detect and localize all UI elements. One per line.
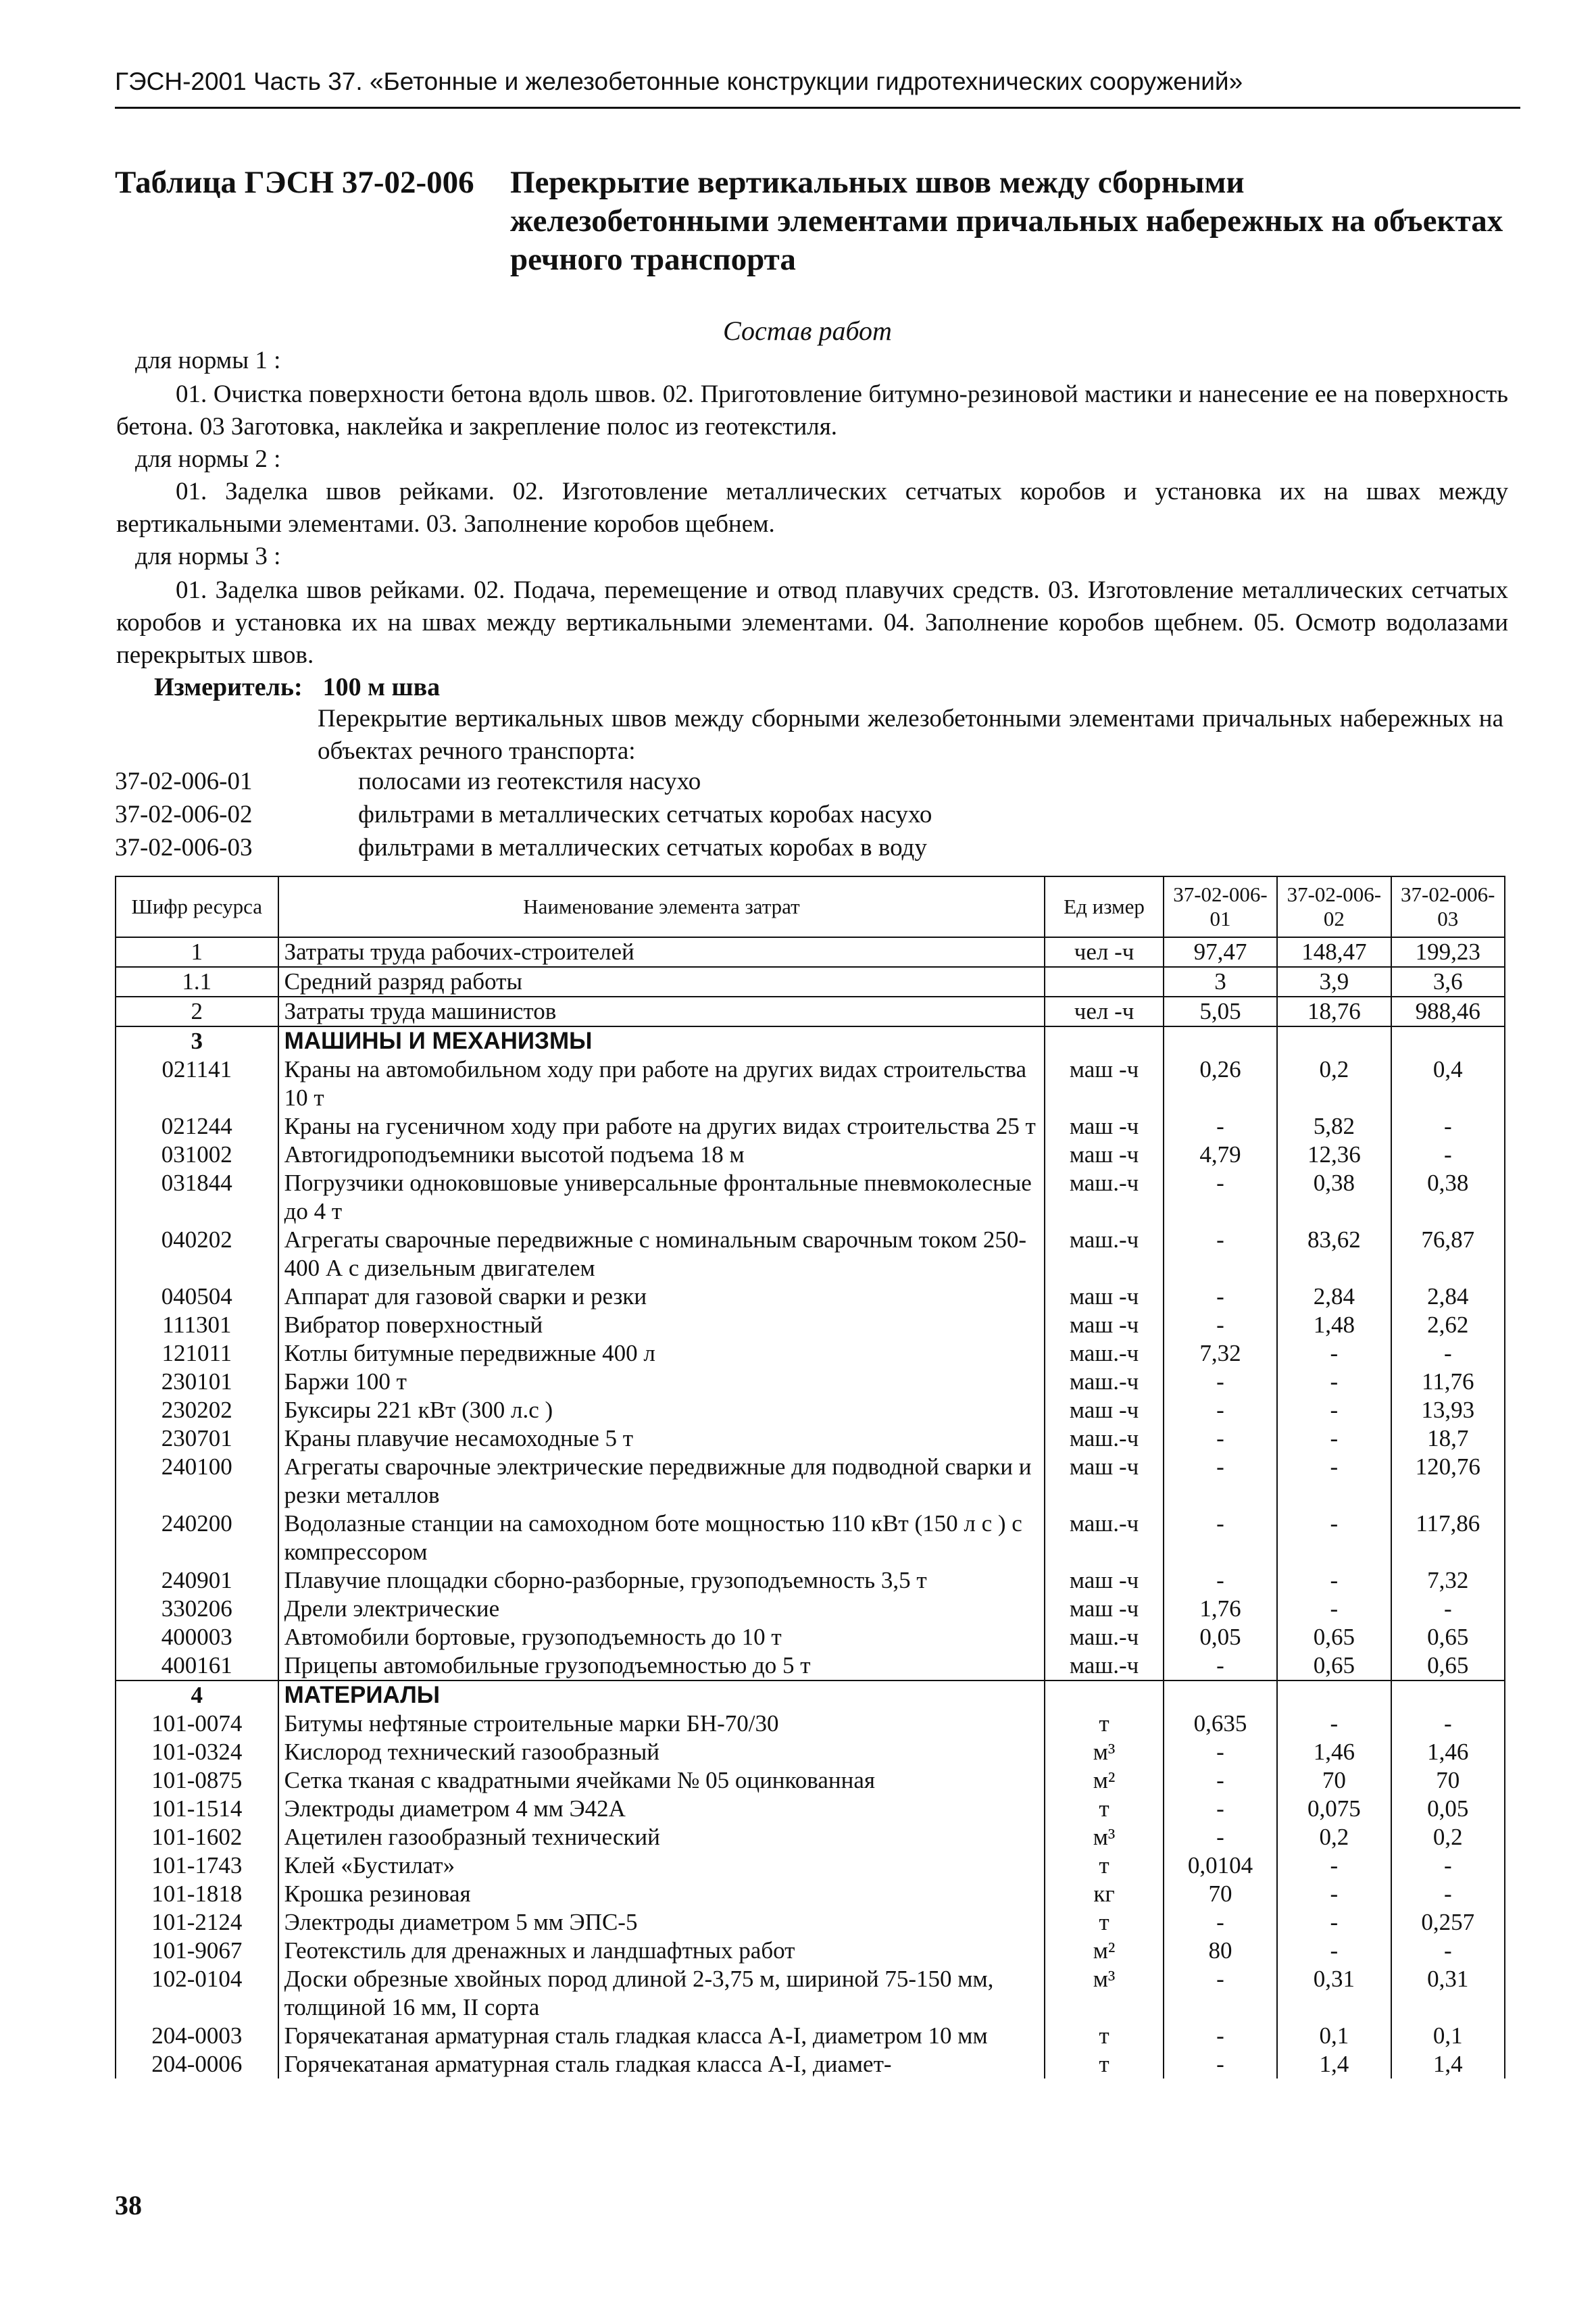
value-norm-1: 4,79 [1164,1141,1277,1169]
resource-unit [1045,1026,1163,1055]
value-norm-1: 70 [1164,1880,1277,1908]
resource-code: 3 [116,1026,278,1055]
table-title-body: Перекрытие вертикальных швов между сборными железобетонными элементами причальных набережных на объектах речного транспорта [510,165,1503,277]
resource-name: Краны плавучие несамоходные 5 т [278,1424,1045,1453]
value-norm-2: 1,46 [1277,1738,1391,1766]
value-norm-1: - [1164,1112,1277,1141]
value-norm-2: 0,075 [1277,1795,1391,1823]
value-norm-2: - [1277,1566,1391,1595]
resource-unit: т [1045,1851,1163,1880]
table-row [116,1368,1505,1396]
resource-table [115,876,1505,2078]
value-norm-3 [1391,1681,1505,1710]
resource-code: 1.1 [116,967,278,997]
page-number: 38 [115,2190,142,2220]
resource-name: Прицепы автомобильные грузоподъемностью до 5 т [278,1651,1045,1681]
value-norm-1: 7,32 [1164,1339,1277,1368]
resource-unit: чел -ч [1045,997,1163,1026]
table-row [116,1851,1505,1880]
value-norm-3: 0,38 [1391,1169,1505,1226]
measurement-value: 100 м шва [322,673,441,701]
value-norm-1: - [1164,1566,1277,1595]
value-norm-3: - [1391,1880,1505,1908]
value-norm-2: - [1277,1453,1391,1510]
table-row [116,1453,1505,1510]
resource-name: Доски обрезные хвойных пород длиной 2-3,75 м, шириной 75-150 мм, толщиной 16 мм, II сорта [278,1965,1045,2022]
value-norm-2: - [1277,1851,1391,1880]
resource-unit: маш -ч [1045,1311,1163,1339]
value-norm-3: - [1391,1595,1505,1623]
resource-unit: м² [1045,1766,1163,1795]
value-norm-3: 2,62 [1391,1311,1505,1339]
resource-name: Агрегаты сварочные электрические передвижные для подводной сварки и резки металлов [278,1453,1045,1510]
value-norm-2: 0,1 [1277,2022,1391,2050]
value-norm-2: 0,38 [1277,1169,1391,1226]
value-norm-3: 0,1 [1391,2022,1505,2050]
value-norm-2: - [1277,1937,1391,1965]
header-rule [115,107,1520,109]
table-row [116,2022,1505,2050]
resource-code: 031844 [116,1169,278,1226]
resource-name: Дрели электрические [278,1595,1045,1623]
value-norm-2: 0,2 [1277,1823,1391,1851]
value-norm-3: 1,46 [1391,1738,1505,1766]
value-norm-3: 18,7 [1391,1424,1505,1453]
value-norm-2: - [1277,1880,1391,1908]
value-norm-2: 0,2 [1277,1055,1391,1112]
value-norm-2: 0,31 [1277,1965,1391,2022]
resource-code: 400003 [116,1623,278,1651]
resource-name: Автомобили бортовые, грузоподъемность до 10 т [278,1623,1045,1651]
norm-code-row [115,767,701,796]
table-row [116,937,1505,967]
resource-name: Крошка резиновая [278,1880,1045,1908]
resource-code: 230202 [116,1396,278,1424]
resource-unit: маш.-ч [1045,1651,1163,1681]
value-norm-1: - [1164,1651,1277,1681]
value-norm-2: - [1277,1424,1391,1453]
value-norm-1: - [1164,1283,1277,1311]
resource-unit: маш -ч [1045,1566,1163,1595]
value-norm-2: 1,4 [1277,2050,1391,2078]
value-norm-2 [1277,1681,1391,1710]
resource-name: Краны на автомобильном ходу при работе на других видах строительства 10 т [278,1055,1045,1112]
resource-code: 101-2124 [116,1908,278,1937]
resource-code: 4 [116,1681,278,1710]
resource-name: Агрегаты сварочные передвижные с номинальным сварочным током 250-400 А с дизельным двигателем [278,1226,1045,1283]
norm-1-text [116,378,1508,443]
resource-unit [1045,1681,1163,1710]
table-row [116,1795,1505,1823]
resource-code: 040202 [116,1226,278,1283]
header-norm-3: 37-02-006-03 [1391,876,1505,937]
value-norm-2: 2,84 [1277,1283,1391,1311]
value-norm-1: - [1164,2022,1277,2050]
norm-code: 37-02-006-01 [115,768,253,795]
value-norm-3: 0,05 [1391,1795,1505,1823]
value-norm-1: 0,26 [1164,1055,1277,1112]
resource-name: Краны на гусеничном ходу при работе на других видах строительства 25 т [278,1112,1045,1141]
value-norm-2: 0,65 [1277,1623,1391,1651]
value-norm-3: - [1391,1339,1505,1368]
value-norm-3: 0,65 [1391,1651,1505,1681]
value-norm-3: 70 [1391,1766,1505,1795]
resource-code: 204-0003 [116,2022,278,2050]
value-norm-2: 5,82 [1277,1112,1391,1141]
table-row [116,1169,1505,1226]
value-norm-3: 0,257 [1391,1908,1505,1937]
resource-name: Погрузчики одноковшовые универсальные фронтальные пневмоколесные до 4 т [278,1169,1045,1226]
resource-code: 101-1743 [116,1851,278,1880]
resource-unit: маш.-ч [1045,1623,1163,1651]
value-norm-1: - [1164,1908,1277,1937]
value-norm-3: 120,76 [1391,1453,1505,1510]
resource-code: 021141 [116,1055,278,1112]
table-row [116,1965,1505,2022]
resource-code: 330206 [116,1595,278,1623]
value-norm-1: 80 [1164,1937,1277,1965]
value-norm-3: 0,65 [1391,1623,1505,1651]
resource-name: Кислород технический газообразный [278,1738,1045,1766]
value-norm-1: - [1164,1766,1277,1795]
value-norm-2: 3,9 [1277,967,1391,997]
resource-name: Аппарат для газовой сварки и резки [278,1283,1045,1311]
value-norm-3: 2,84 [1391,1283,1505,1311]
value-norm-2: - [1277,1710,1391,1738]
value-norm-1: - [1164,1795,1277,1823]
table-row [116,1880,1505,1908]
resource-code: 040504 [116,1283,278,1311]
value-norm-3: 13,93 [1391,1396,1505,1424]
norm-2-text [116,476,1508,541]
resource-name: МАШИНЫ И МЕХАНИЗМЫ [278,1026,1045,1055]
resource-code: 240901 [116,1566,278,1595]
resource-unit: маш -ч [1045,1112,1163,1141]
value-norm-1: - [1164,1226,1277,1283]
resource-name: Геотекстиль для дренажных и ландшафтных работ [278,1937,1045,1965]
value-norm-1: 5,05 [1164,997,1277,1026]
resource-code: 230101 [116,1368,278,1396]
resource-name: МАТЕРИАЛЫ [278,1681,1045,1710]
value-norm-3: - [1391,1937,1505,1965]
table-row [116,967,1505,997]
resource-code: 101-0324 [116,1738,278,1766]
table-header-row [116,876,1505,937]
value-norm-1: - [1164,1424,1277,1453]
value-norm-2: 1,48 [1277,1311,1391,1339]
value-norm-1: - [1164,1965,1277,2022]
table-row [116,1112,1505,1141]
table-row [116,1738,1505,1766]
table-row [116,1055,1505,1112]
resource-unit: маш.-ч [1045,1169,1163,1226]
value-norm-1: 1,76 [1164,1595,1277,1623]
resource-unit: м³ [1045,1965,1163,2022]
resource-name: Затраты труда машинистов [278,997,1045,1026]
table-row [116,1937,1505,1965]
resource-code: 230701 [116,1424,278,1453]
norm-1-label: для нормы 1 : [135,347,281,374]
norm-code-row [115,833,927,862]
value-norm-1: - [1164,1396,1277,1424]
resource-unit: маш -ч [1045,1283,1163,1311]
header-name: Наименование элемента затрат [278,876,1045,937]
resource-code: 121011 [116,1339,278,1368]
table-row [116,1766,1505,1795]
resource-name: Автогидроподъемники высотой подъема 18 м [278,1141,1045,1169]
norm-description: полосами из геотекстиля насухо [358,768,701,795]
resource-name: Баржи 100 т [278,1368,1045,1396]
resource-unit: маш -ч [1045,1453,1163,1510]
norm-intro: Перекрытие вертикальных швов между сборными железобетонными элементами причальных набережных на объектах речного транспорта: [318,705,1503,765]
resource-code: 204-0006 [116,2050,278,2078]
value-norm-1: - [1164,1510,1277,1566]
header-norm-1: 37-02-006-01 [1164,876,1277,937]
resource-unit: маш.-ч [1045,1424,1163,1453]
value-norm-3: - [1391,1851,1505,1880]
value-norm-3: - [1391,1141,1505,1169]
table-row [116,1908,1505,1937]
table-row [116,2050,1505,2078]
resource-name: Сетка тканая с квадратными ячейками № 05 оцинкованная [278,1766,1045,1795]
value-norm-1: 0,05 [1164,1623,1277,1651]
resource-name: Котлы битумные передвижные 400 л [278,1339,1045,1368]
resource-code: 101-0875 [116,1766,278,1795]
resource-unit: маш.-ч [1045,1510,1163,1566]
value-norm-2: - [1277,1510,1391,1566]
value-norm-3: 7,32 [1391,1566,1505,1595]
value-norm-1: - [1164,1453,1277,1510]
measurement-unit [154,672,460,702]
table-row [116,1283,1505,1311]
table-row [116,1396,1505,1424]
resource-code: 111301 [116,1311,278,1339]
value-norm-2: - [1277,1368,1391,1396]
resource-code: 101-1514 [116,1795,278,1823]
norm-3-label: для нормы 3 : [135,543,281,570]
table-row [116,1823,1505,1851]
resource-code: 2 [116,997,278,1026]
table-row [116,1226,1505,1283]
header-norm-2: 37-02-006-02 [1277,876,1391,937]
table-row [116,1710,1505,1738]
norm-description: фильтрами в металлических сетчатых коробах в воду [358,834,927,862]
value-norm-1: 0,635 [1164,1710,1277,1738]
table-row [116,1510,1505,1566]
resource-name: Буксиры 221 кВт (300 л.с ) [278,1396,1045,1424]
resource-code: 031002 [116,1141,278,1169]
resource-unit: чел -ч [1045,937,1163,967]
value-norm-2: 12,36 [1277,1141,1391,1169]
table-row [116,1424,1505,1453]
value-norm-2: 70 [1277,1766,1391,1795]
table-row [116,1566,1505,1595]
resource-unit: кг [1045,1880,1163,1908]
value-norm-2: 0,65 [1277,1651,1391,1681]
norm-3-text [116,574,1508,672]
resource-code: 101-1602 [116,1823,278,1851]
resource-unit: маш -ч [1045,1141,1163,1169]
resource-name: Водолазные станции на самоходном боте мощностью 110 кВт (150 л с ) с компрессором [278,1510,1045,1566]
resource-name: Клей «Бустилат» [278,1851,1045,1880]
value-norm-3: 0,2 [1391,1823,1505,1851]
resource-unit: м³ [1045,1823,1163,1851]
value-norm-1: - [1164,1169,1277,1226]
resource-code: 101-9067 [116,1937,278,1965]
resource-code: 1 [116,937,278,967]
value-norm-2: 18,76 [1277,997,1391,1026]
resource-unit: маш -ч [1045,1396,1163,1424]
table-row [116,1651,1505,1681]
resource-unit: м² [1045,1937,1163,1965]
resource-unit: маш -ч [1045,1055,1163,1112]
resource-unit [1045,967,1163,997]
value-norm-1: - [1164,2050,1277,2078]
table-row [116,1595,1505,1623]
resource-unit: маш.-ч [1045,1226,1163,1283]
table-row [116,997,1505,1026]
running-header: ГЭСН-2001 Часть 37. «Бетонные и железобетонные конструкции гидротехнических сооружений» [115,68,1243,95]
norm-code-row [115,800,932,829]
resource-code: 240200 [116,1510,278,1566]
value-norm-3: 199,23 [1391,937,1505,967]
value-norm-3: 988,46 [1391,997,1505,1026]
resource-unit: м³ [1045,1738,1163,1766]
resource-name: Электроды диаметром 5 мм ЭПС-5 [278,1908,1045,1937]
value-norm-3: 117,86 [1391,1510,1505,1566]
table-row [116,1311,1505,1339]
value-norm-1: - [1164,1368,1277,1396]
table-row [116,1681,1505,1710]
work-composition-heading: Состав работ [723,316,892,346]
resource-unit: маш -ч [1045,1595,1163,1623]
table-row [116,1026,1505,1055]
value-norm-3: 0,31 [1391,1965,1505,2022]
value-norm-1: 0,0104 [1164,1851,1277,1880]
value-norm-2: - [1277,1595,1391,1623]
value-norm-3: - [1391,1710,1505,1738]
norm-code: 37-02-006-02 [115,801,253,828]
resource-unit: т [1045,1908,1163,1937]
table-row [116,1141,1505,1169]
value-norm-3 [1391,1026,1505,1055]
value-norm-3: 3,6 [1391,967,1505,997]
resource-code: 240100 [116,1453,278,1510]
resource-unit: т [1045,1795,1163,1823]
resource-name: Плавучие площадки сборно-разборные, грузоподъемность 3,5 т [278,1566,1045,1595]
resource-unit: т [1045,2050,1163,2078]
table-body [116,937,1505,2078]
value-norm-2: - [1277,1908,1391,1937]
value-norm-1: 97,47 [1164,937,1277,967]
measurement-label: Измеритель: [154,673,303,701]
resource-unit: маш.-ч [1045,1339,1163,1368]
resource-name: Горячекатаная арматурная сталь гладкая класса А-I, диамет- [278,2050,1045,2078]
resource-name: Средний разряд работы [278,967,1045,997]
resource-name: Вибратор поверхностный [278,1311,1045,1339]
value-norm-2: 83,62 [1277,1226,1391,1283]
value-norm-3: 1,4 [1391,2050,1505,2078]
resource-name: Затраты труда рабочих-строителей [278,937,1045,967]
value-norm-2 [1277,1026,1391,1055]
norm-code: 37-02-006-03 [115,834,253,862]
value-norm-2: - [1277,1396,1391,1424]
table-title-lead: Таблица ГЭСН 37-02-006 [115,165,474,200]
norm-1-text-content: 01. Очистка поверхности бетона вдоль швов. 02. Приготовление битумно-резиновой мастики и нанесение ее на поверхность бетона. 03 Заготовка, наклейка и закрепление полос из геотекстиля. [116,380,1508,441]
resource-name: Горячекатаная арматурная сталь гладкая класса А-I, диаметром 10 мм [278,2022,1045,2050]
value-norm-3: 11,76 [1391,1368,1505,1396]
norm-2-label: для нормы 2 : [135,445,281,473]
value-norm-3: 76,87 [1391,1226,1505,1283]
value-norm-1 [1164,1026,1277,1055]
norm-3-text-content: 01. Заделка швов рейками. 02. Подача, перемещение и отвод плавучих средств. 03. Изготовление металлических сетчатых коробов и установка их на швах между вертикальными элементами. 04. Заполнение коробов щебнем. 05. Осмотр водолазами перекрытых швов. [116,576,1508,669]
resource-code: 400161 [116,1651,278,1681]
table-row [116,1623,1505,1651]
resource-code: 101-1818 [116,1880,278,1908]
header-unit: Ед измер [1045,876,1163,937]
resource-unit: т [1045,2022,1163,2050]
value-norm-1: - [1164,1311,1277,1339]
resource-code: 102-0104 [116,1965,278,2022]
resource-code: 101-0074 [116,1710,278,1738]
resource-code: 021244 [116,1112,278,1141]
value-norm-1: - [1164,1823,1277,1851]
header-code: Шифр ресурса [116,876,278,937]
resource-name: Электроды диаметром 4 мм Э42А [278,1795,1045,1823]
value-norm-1 [1164,1681,1277,1710]
resource-unit: т [1045,1710,1163,1738]
value-norm-3: - [1391,1112,1505,1141]
norm-description: фильтрами в металлических сетчатых коробах насухо [358,801,932,828]
value-norm-1: - [1164,1738,1277,1766]
table-row [116,1339,1505,1368]
value-norm-2: - [1277,1339,1391,1368]
value-norm-3: 0,4 [1391,1055,1505,1112]
value-norm-1: 3 [1164,967,1277,997]
resource-unit: маш.-ч [1045,1368,1163,1396]
resource-name: Ацетилен газообразный технический [278,1823,1045,1851]
norm-2-text-content: 01. Заделка швов рейками. 02. Изготовление металлических сетчатых коробов и установка их на швах между вертикальными элементами. 03. Заполнение коробов щебнем. [116,478,1508,538]
resource-name: Битумы нефтяные строительные марки БН-70/30 [278,1710,1045,1738]
value-norm-2: 148,47 [1277,937,1391,967]
